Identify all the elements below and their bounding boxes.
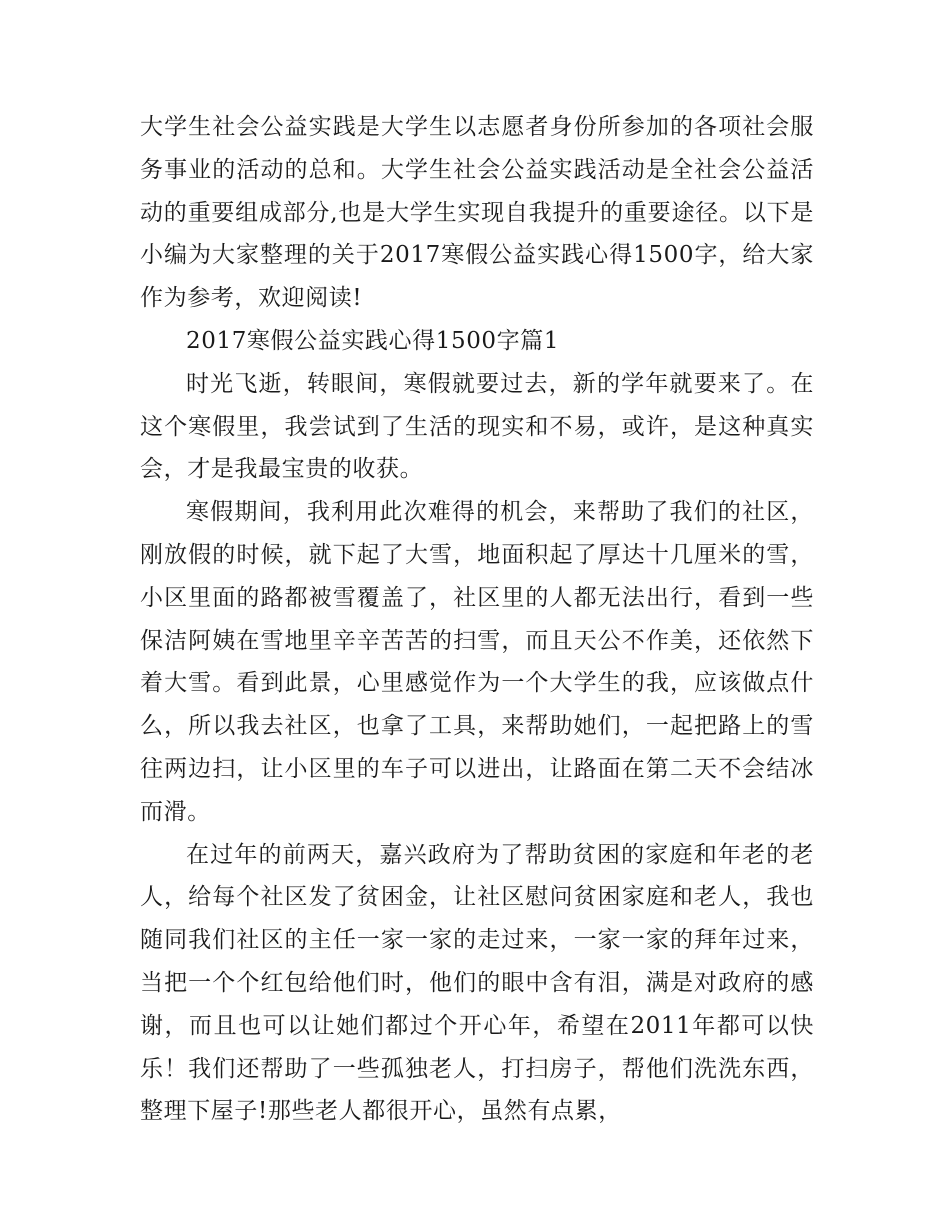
document-body bbox=[140, 106, 814, 1133]
body-paragraph-1: 时光飞逝，转眼间，寒假就要过去，新的学年就要来了。在这个寒假里，我尝试到了生活的现实和不易，或许，是这种真实会，才是我最宝贵的收获。 bbox=[140, 370, 814, 483]
body-paragraph-2: 寒假期间，我利用此次难得的机会，来帮助了我们的社区，刚放假的时候，就下起了大雪，地面积起了厚达十几厘米的雪，小区里面的路都被雪覆盖了，社区里的人都无法出行，看到一些保洁阿姨在雪地里辛辛苦苦的扫雪，而且天公不作美，还依然下着大雪。看到此景，心里感觉作为一个大学生的我，应该做点什么，所以我去社区，也拿了工具，来帮助她们，一起把路上的雪往两边扫，让小区里的车子可以进出，让路面在第二天不会结冰而滑。 bbox=[140, 499, 814, 825]
body-paragraph-3: 在过年的前两天，嘉兴政府为了帮助贫困的家庭和年老的老人，给每个社区发了贫困金，让社区慰问贫困家庭和老人，我也随同我们社区的主任一家一家的走过来，一家一家的拜年过来，当把一个个红包给他们时，他们的眼中含有泪，满是对政府的感谢，而且也可以让她们都过个开心年，希望在2011年都可以快乐！我们还帮助了一些孤独老人，打扫房子，帮他们洗洗东西，整理下屋子!那些老人都很开心，虽然有点累， bbox=[140, 841, 814, 1125]
intro-paragraph: 大学生社会公益实践是大学生以志愿者身份所参加的各项社会服务事业的活动的总和。大学生社会公益实践活动是全社会公益活动的重要组成部分,也是大学生实现自我提升的重要途径。以下是小编为大家整理的关于2017寒假公益实践心得1500字，给大家作为参考，欢迎阅读! bbox=[140, 114, 814, 312]
section-title: 2017寒假公益实践心得1500字篇1 bbox=[186, 327, 560, 354]
